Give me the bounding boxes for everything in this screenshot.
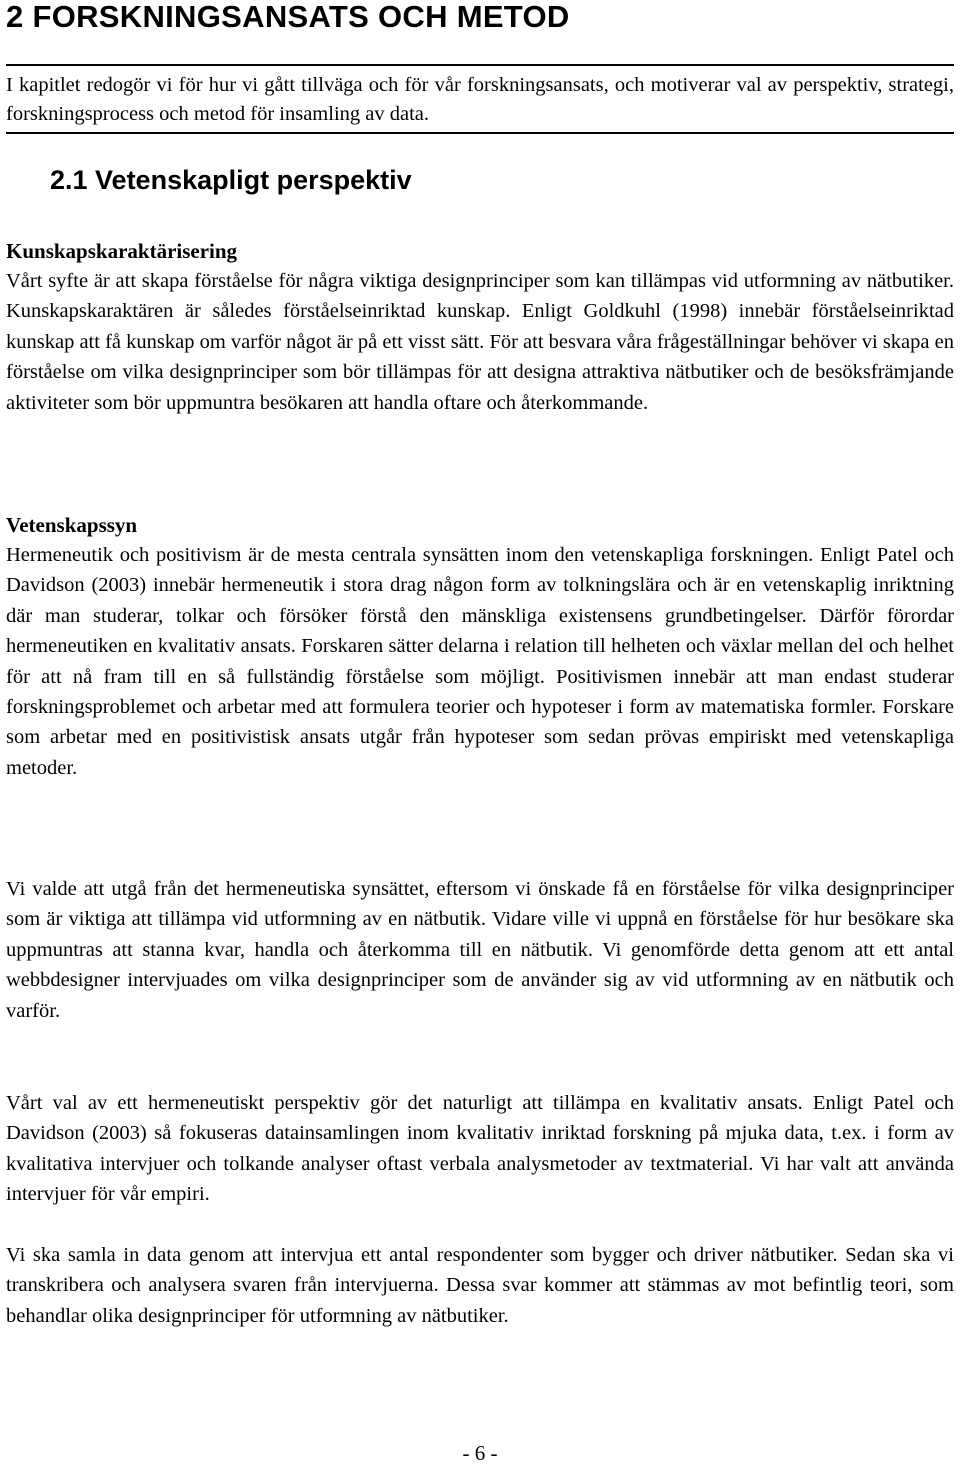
paragraph-block	[6, 1240, 954, 1331]
body-paragraph: Vi ska samla in data genom att intervjua ett antal respondenter som bygger och driver nätbutiker. Sedan ska vi transkribera och analysera svaren från intervjuerna. Dessa svar kommer att stämmas av mot befintlig teori, som behandlar olika designprinciper för utformning av nätbutiker.	[6, 1244, 954, 1327]
subsection-heading: Vetenskapssyn	[6, 513, 138, 537]
body-paragraph: Vi valde att utgå från det hermeneutiska synsättet, eftersom vi önskade få en förståelse för vilka designprinciper som är viktiga att tillämpa vid utformning av en nätbutik. Vidare ville vi uppnå en förståelse för hur besökare ska uppmuntras att stanna kvar, handla och återkomma till en nätbutik. Vi genomförde detta genom att ett antal webbdesigner intervjuades om vilka designprinciper som de använder sig av vid utformning av en nätbutik och varför.	[6, 878, 954, 1022]
subsection-vetenskapssyn	[6, 510, 954, 783]
body-paragraph: Vårt syfte är att skapa förståelse för några viktiga designprinciper som kan tillämpas vid utformning av nätbutiker. Kunskapskaraktären är således förståelseinriktad kunskap. Enligt Goldkuhl (1998) innebär förståelseinriktad kunskap att få kunskap om varför något är på ett visst sätt. För att besvara våra frågeställningar behöver vi skapa en förståelse om vilka designprinciper som bör tillämpas för att designa attraktiva nätbutiker och de besöksfrämjande aktiviteter som bör uppmuntra besökaren att handla oftare och återkommande.	[6, 270, 954, 414]
intro-rule	[6, 132, 954, 134]
body-paragraph: Hermeneutik och positivism är de mesta centrala synsätten inom den vetenskapliga forskningen. Enligt Patel och Davidson (2003) innebär hermeneutik i stora drag någon form av tolkningslära och är en vetenskaplig inriktning där man studerar, tolkar och försöker förstå den mänskliga existensens grundbetingelser. Därför förordar hermeneutiken en kvalitativ ansats. Forskaren sätter delarna i relation till helheten och växlar mellan del och helhet för att nå fram till en så fullständig förståelse som möjligt. Positivismen innebär att man endast studerar forskningsproblemet och arbetar med att formulera teorier och hypoteser i form av matematiska formler. Forskare som arbetar med en positivistisk ansats utgår från hypoteser som sedan prövas empiriskt med vetenskapliga metoder.	[6, 544, 954, 779]
chapter-intro: I kapitlet redogör vi för hur vi gått tillväga och för vår forskningsansats, och motiverar val av perspektiv, strategi, forskningsprocess och metod för insamling av data.	[6, 74, 954, 125]
paragraph-block	[6, 1088, 954, 1210]
page-number: - 6 -	[462, 1441, 498, 1465]
chapter-title: 2 FORSKNINGSANSATS OCH METOD	[6, 0, 570, 34]
section-title: 2.1 Vetenskapligt perspektiv	[50, 165, 412, 195]
chapter-title-rule	[6, 64, 954, 66]
body-paragraph: Vårt val av ett hermeneutiskt perspektiv gör det naturligt att tillämpa en kvalitativ ansats. Enligt Patel och Davidson (2003) så fokuseras datainsamlingen inom kvalitativ inriktad forskning på mjuka data, t.ex. i form av kvalitativa intervjuer och tolkande analyser oftast verbala analysmetoder av textmaterial. Vi har valt att använda intervjuer för vår empiri.	[6, 1092, 954, 1206]
subsection-kunskapskaraktarisering	[6, 236, 954, 418]
subsection-heading: Kunskapskaraktärisering	[6, 239, 238, 263]
paragraph-block	[6, 874, 954, 1026]
